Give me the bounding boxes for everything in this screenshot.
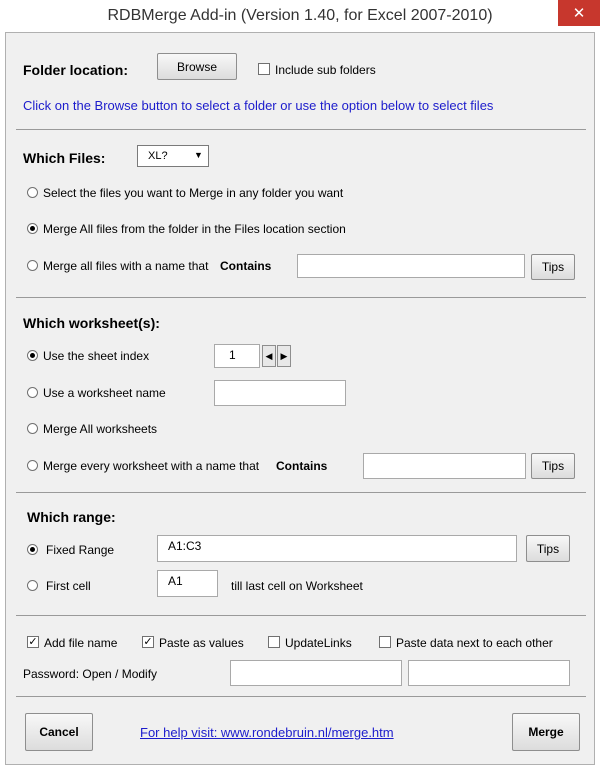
radio-first-cell-label: First cell <box>46 579 91 593</box>
worksheet-name-input[interactable] <box>214 380 346 406</box>
paste-as-values-label: Paste as values <box>159 636 244 650</box>
radio-worksheet-name-contains[interactable] <box>27 460 38 471</box>
files-contains-label: Contains <box>220 259 272 273</box>
update-links-label: UpdateLinks <box>285 636 352 650</box>
include-subfolders-label: Include sub folders <box>275 63 376 77</box>
radio-sheet-index[interactable] <box>27 350 38 361</box>
close-button[interactable] <box>558 0 600 26</box>
radio-files-name-contains[interactable] <box>27 260 38 271</box>
help-link[interactable]: For help visit: www.rondebruin.nl/merge.htm <box>140 725 394 740</box>
radio-fixed-range-label: Fixed Range <box>46 543 115 557</box>
radio-select-files[interactable] <box>27 187 38 198</box>
spin-right-icon[interactable]: ▶ <box>277 345 291 367</box>
include-subfolders-checkbox[interactable] <box>258 63 270 75</box>
radio-merge-all-files[interactable] <box>27 223 38 234</box>
divider <box>16 297 586 298</box>
add-file-name-checkbox[interactable]: ✓ <box>28 636 38 648</box>
chevron-down-icon: ▼ <box>194 150 203 160</box>
browse-button[interactable]: Browse <box>157 53 237 80</box>
close-icon: ✕ <box>572 5 586 22</box>
radio-first-cell[interactable] <box>27 580 38 591</box>
paste-next-to-each-other-label: Paste data next to each other <box>396 636 553 650</box>
divider <box>16 492 586 493</box>
worksheets-contains-label: Contains <box>276 459 328 473</box>
radio-files-name-contains-label: Merge all files with a name that <box>43 259 209 273</box>
worksheets-tips-button[interactable]: Tips <box>531 453 575 479</box>
cancel-button[interactable]: Cancel <box>25 713 93 751</box>
password-modify-input[interactable] <box>408 660 570 686</box>
radio-merge-all-worksheets[interactable] <box>27 423 38 434</box>
file-type-value: XL? <box>148 150 168 162</box>
radio-fixed-range[interactable] <box>27 544 38 555</box>
paste-as-values-checkbox[interactable]: ✓ <box>143 636 153 648</box>
till-last-cell-label: till last cell on Worksheet <box>231 579 363 593</box>
radio-worksheet-name[interactable] <box>27 387 38 398</box>
window-title: RDBMerge Add-in (Version 1.40, for Excel 2007-2010) <box>107 7 493 24</box>
add-file-name-label: Add file name <box>44 636 118 650</box>
radio-sheet-index-label: Use the sheet index <box>43 349 150 363</box>
which-files-heading: Which Files: <box>23 150 106 166</box>
file-type-select[interactable] <box>137 145 209 167</box>
divider <box>16 615 586 616</box>
which-worksheets-heading: Which worksheet(s): <box>23 315 160 331</box>
worksheets-contains-input[interactable] <box>363 453 526 479</box>
folder-location-heading: Folder location: <box>23 62 128 78</box>
update-links-checkbox[interactable] <box>268 636 280 648</box>
spin-left-icon[interactable]: ◀ <box>262 345 276 367</box>
paste-next-to-each-other-checkbox[interactable] <box>379 636 391 648</box>
merge-button[interactable]: Merge <box>512 713 580 751</box>
sheet-index-input[interactable]: 1 <box>214 344 260 368</box>
range-tips-button[interactable]: Tips <box>526 535 570 562</box>
first-cell-input[interactable]: A1 <box>157 570 218 597</box>
files-contains-input[interactable] <box>297 254 525 278</box>
radio-merge-all-files-label: Merge All files from the folder in the Files location section <box>43 222 346 236</box>
divider <box>16 696 586 697</box>
which-range-heading: Which range: <box>27 509 116 525</box>
radio-worksheet-name-contains-label: Merge every worksheet with a name that <box>43 459 260 473</box>
files-tips-button[interactable]: Tips <box>531 254 575 280</box>
radio-worksheet-name-label: Use a worksheet name <box>43 386 166 400</box>
divider <box>16 129 586 130</box>
password-open-input[interactable] <box>230 660 402 686</box>
radio-select-files-label: Select the files you want to Merge in any folder you want <box>43 186 344 200</box>
fixed-range-input[interactable]: A1:C3 <box>157 535 517 562</box>
folder-instruction: Click on the Browse button to select a folder or use the option below to select files <box>23 98 494 113</box>
password-label: Password: Open / Modify <box>23 667 158 681</box>
radio-merge-all-worksheets-label: Merge All worksheets <box>43 422 158 436</box>
